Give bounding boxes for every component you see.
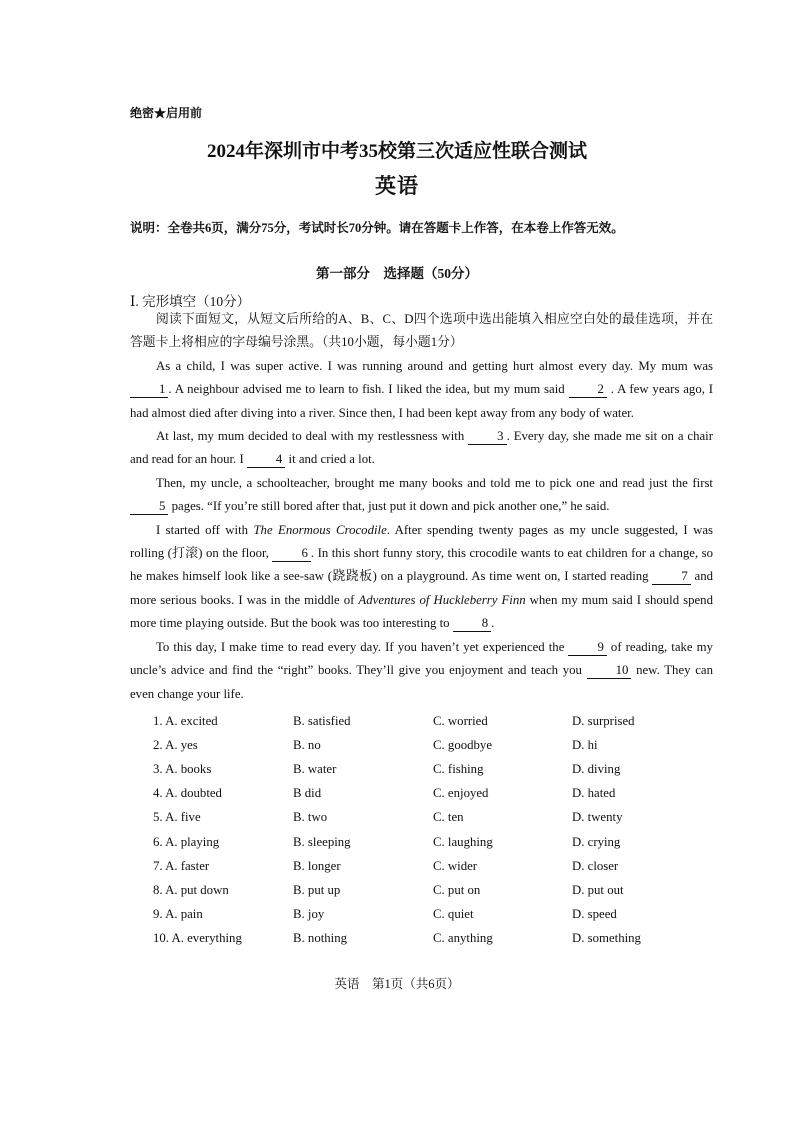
cloze-passage (130, 308, 713, 706)
option-row (153, 903, 641, 927)
option-c: C. enjoyed (433, 786, 489, 801)
option-d: D. speed (572, 907, 617, 922)
option-row (153, 782, 641, 806)
option-a: 3. A. books (153, 761, 212, 776)
option-a: 7. A. faster (153, 858, 210, 873)
option-row (153, 709, 641, 733)
option-c: C. anything (433, 931, 493, 946)
passage-paragraph-4: I started off with The Enormous Crocodile. After spending twenty pages as my uncle suggested, I was rolling (打滚) on the floor, 6 . In this short funny story, this crocodile wants to eat children for a change, so he makes himself look like a see-saw (跷跷板) on a playground. As time went on, I started reading 7 and more serious books. I was in the middle of Adventures of Huckleberry Finn when my mum said I should spend more time playing outside. But the book was too interesting to 8 . (130, 522, 714, 631)
blank-10: 10 (587, 663, 632, 679)
option-d: D. hi (572, 737, 598, 752)
option-b: B. sleeping (293, 834, 351, 849)
blank-3: 3 (468, 429, 506, 445)
option-d: D. crying (572, 834, 621, 849)
blank-6: 6 (272, 546, 310, 562)
blank-7: 7 (652, 569, 690, 585)
option-b: B. longer (293, 858, 341, 873)
option-row (153, 927, 641, 951)
option-d: D. twenty (572, 810, 623, 825)
option-b: B. put up (293, 882, 341, 897)
book-title: Adventures of Huckleberry Finn (358, 592, 526, 607)
option-d: D. something (572, 931, 641, 946)
option-a: 5. A. five (153, 810, 201, 825)
book-title: The Enormous Crocodile (253, 522, 387, 537)
option-c: C. put on (433, 882, 481, 897)
option-b: B. nothing (293, 931, 348, 946)
option-c: C. ten (433, 810, 464, 825)
blank-1: 1 (130, 382, 168, 398)
blank-8: 8 (453, 616, 491, 632)
part-heading: 第一部分 选择题（50分） (316, 266, 478, 281)
option-row (153, 806, 641, 830)
confidential-label: 绝密★启用前 (130, 106, 203, 120)
exam-note: 说明：全卷共6页，满分75分，考试时长70分钟。请在答题卡上作答，在本卷上作答无效。 (130, 221, 624, 235)
option-c: C. goodbye (433, 737, 493, 752)
option-b: B. two (293, 810, 328, 825)
option-c: C. worried (433, 713, 488, 728)
option-d: D. diving (572, 761, 621, 776)
option-row (153, 878, 641, 902)
passage-paragraph-3: Then, my uncle, a schoolteacher, brought me many books and told me to pick one and read just the first 5 pages. “If you’re still bored after that, just put it down and pick another one,” he said. (130, 472, 713, 519)
options-list (153, 709, 641, 951)
exam-title: 2024年深圳市中考35校第三次适应性联合测试 (206, 141, 587, 162)
passage-paragraph-5: To this day, I make time to read every day. If you haven’t yet experienced the 9 of reading, take my uncle’s advice and find the “right” books. They’ll give you enjoyment and teach you 10 new. They can even change your life. (130, 639, 713, 701)
option-a: 1. A. excited (153, 713, 218, 728)
option-d: D. surprised (572, 713, 635, 728)
option-row (153, 757, 641, 781)
option-row (153, 830, 641, 854)
option-a: 6. A. playing (153, 834, 220, 849)
option-c: C. fishing (433, 761, 484, 776)
option-b: B. joy (293, 907, 325, 922)
option-b: B. water (293, 761, 337, 776)
option-d: D. closer (572, 858, 619, 873)
blank-4: 4 (247, 452, 285, 468)
option-d: D. hated (572, 786, 616, 801)
option-c: C. laughing (433, 834, 493, 849)
blank-5: 5 (130, 499, 168, 515)
section-heading: Ⅰ. 完形填空（10分） (130, 294, 251, 309)
option-a: 2. A. yes (153, 737, 198, 752)
option-a: 4. A. doubted (153, 786, 222, 801)
passage-paragraph-2: At last, my mum decided to deal with my restlessness with 3 . Every day, she made me sit on a chair and read for an hour. I 4 it and cried a lot. (130, 429, 713, 467)
option-a: 9. A. pain (153, 907, 203, 922)
option-d: D. put out (572, 882, 624, 897)
option-b: B. no (293, 737, 321, 752)
option-a: 8. A. put down (153, 882, 229, 897)
passage-paragraph-1: As a child, I was super active. I was running around and getting hurt almost every day. My mum was 1 . A neighbour advised me to learn to fish. I liked the idea, but my mum said 2 . A few years ago, I had almost died after diving into a river. Since then, I had been kept away from any body of water. (130, 358, 714, 420)
blank-9: 9 (568, 640, 606, 656)
option-row (153, 854, 641, 878)
option-c: C. wider (433, 858, 478, 873)
instructions-paragraph: 阅读下面短文，从短文后所给的A、B、C、D四个选项中选出能填入相应空白处的最佳选项，并在答题卡上将相应的字母编号涂黑。（共10小题，每小题1分） (130, 312, 713, 350)
blank-2: 2 (569, 382, 607, 398)
subject-title: 英语 (375, 174, 419, 198)
option-b: B. satisfied (293, 713, 351, 728)
page-footer: 英语 第1页（共6页） (334, 977, 460, 991)
option-row (153, 733, 641, 757)
option-a: 10. A. everything (153, 931, 242, 946)
option-b: B did (293, 786, 322, 801)
option-c: C. quiet (433, 907, 474, 922)
